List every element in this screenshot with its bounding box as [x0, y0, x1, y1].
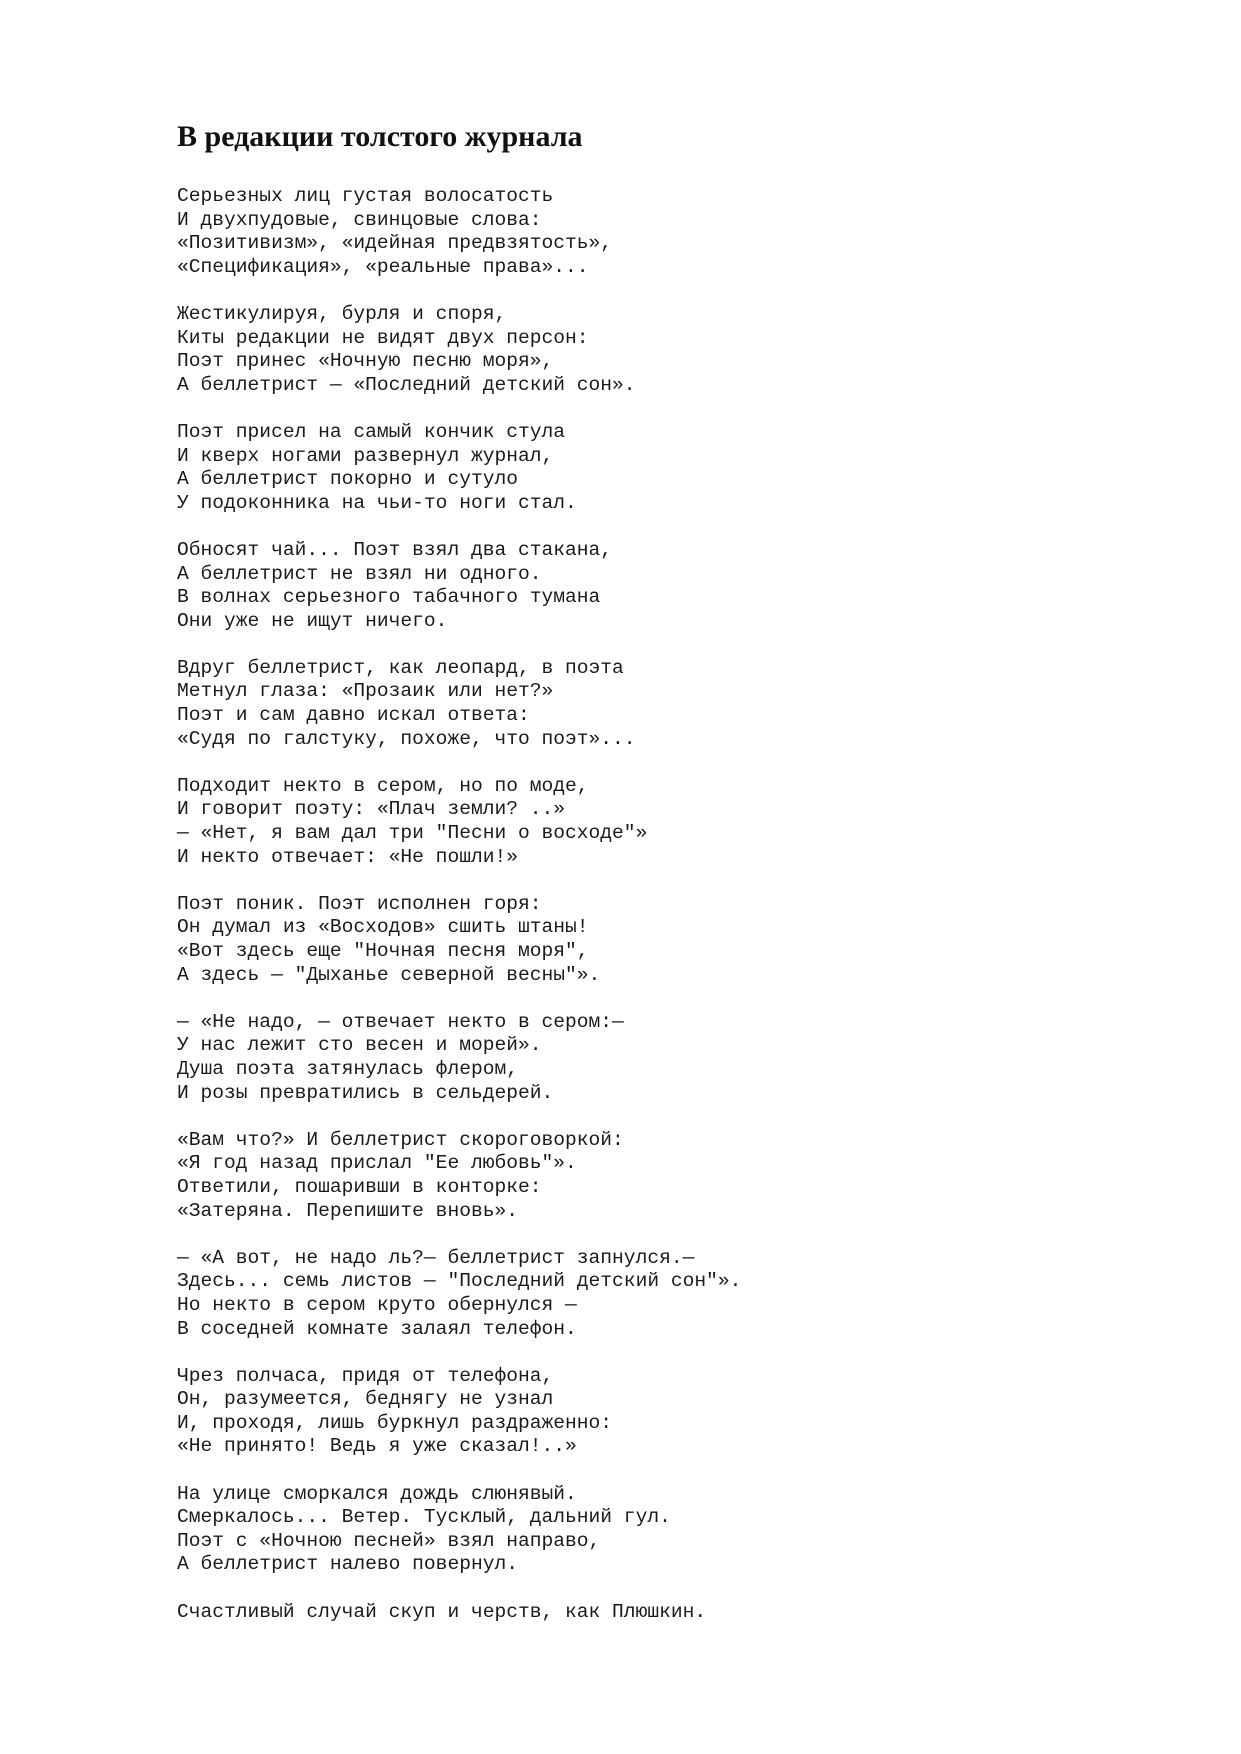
poem-line: Ответили, пошаривши в конторке:	[177, 1175, 542, 1198]
poem-line: А здесь — "Дыханье северной весны"».	[177, 963, 601, 986]
poem-line: Смеркалось... Ветер. Тусклый, дальний гул.	[177, 1506, 671, 1529]
stanza	[177, 1601, 741, 1625]
stanza	[177, 657, 741, 751]
poem-line: Они уже не ищут ничего.	[177, 609, 448, 632]
poem-line: А беллетрист — «Последний детский сон».	[177, 373, 636, 396]
stanza	[177, 775, 741, 869]
poem-line: «Я год назад прислал "Ее любовь"».	[177, 1152, 577, 1175]
stanza	[177, 1247, 741, 1341]
poem-line: Он думал из «Восходов» сшить штаны!	[177, 916, 589, 939]
stanza	[177, 1483, 741, 1577]
stanza	[177, 539, 741, 633]
poem-line: Поэт и сам давно искал ответа:	[177, 704, 530, 727]
poem-line: «Судя по галстуку, похоже, что поэт»...	[177, 727, 636, 750]
poem-line: Обносят чай... Поэт взял два стакана,	[177, 538, 613, 561]
poem-line: Метнул глаза: «Прозаик или нет?»	[177, 680, 554, 703]
poem-line: Чрез полчаса, придя от телефона,	[177, 1364, 554, 1387]
stanza	[177, 893, 741, 987]
poem-line: И двухпудовые, свинцовые слова:	[177, 208, 542, 231]
poem-line: И, проходя, лишь буркнул раздраженно:	[177, 1411, 613, 1434]
stanza	[177, 303, 741, 397]
poem-line: И говорит поэту: «Плач земли? ..»	[177, 798, 566, 821]
poem-line: Поэт принес «Ночную песню моря»,	[177, 350, 554, 373]
poem-line: Поэт присел на самый кончик стула	[177, 420, 566, 443]
poem-line: И кверх ногами развернул журнал,	[177, 444, 554, 467]
poem-line: Поэт поник. Поэт исполнен горя:	[177, 892, 542, 915]
poem-line: Здесь... семь листов — "Последний детский сон"».	[177, 1270, 742, 1293]
stanza	[177, 1365, 741, 1459]
poem-line: У подоконника на чьи-то ноги стал.	[177, 491, 577, 514]
poem-line: А беллетрист покорно и сутуло	[177, 468, 518, 491]
poem-line: Серьезных лиц густая волосатость	[177, 185, 554, 207]
stanza	[177, 185, 741, 279]
poem-line: И некто отвечает: «Не пошли!»	[177, 845, 518, 868]
poem-line: На улице сморкался дождь слюнявый.	[177, 1482, 577, 1505]
poem-line: «Позитивизм», «идейная предвзятость»,	[177, 232, 613, 255]
poem-body	[177, 185, 741, 1648]
poem-line: Подходит некто в сером, но по моде,	[177, 774, 589, 797]
poem-line: Душа поэта затянулась флером,	[177, 1057, 518, 1080]
poem-line: И розы превратились в сельдерей.	[177, 1081, 554, 1104]
poem-line: А беллетрист не взял ни одного.	[177, 562, 542, 585]
poem-line: Вдруг беллетрист, как леопард, в поэта	[177, 656, 624, 679]
poem-line: В соседней комнате залаял телефон.	[177, 1317, 577, 1340]
poem-line: — «Не надо, — отвечает некто в сером:—	[177, 1010, 624, 1033]
poem-line: — «Нет, я вам дал три "Песни о восходе"»	[177, 822, 648, 845]
poem-line: Он, разумеется, беднягу не узнал	[177, 1388, 554, 1411]
poem-title: В редакции толстого журнала	[177, 120, 583, 153]
poem-line: У нас лежит сто весен и морей».	[177, 1034, 542, 1057]
poem-line: «Вам что?» И беллетрист скороговоркой:	[177, 1128, 624, 1151]
poem-line: «Спецификация», «реальные права»...	[177, 255, 589, 278]
poem-line: Жестикулируя, бурля и споря,	[177, 302, 507, 325]
poem-line: Киты редакции не видят двух персон:	[177, 326, 589, 349]
poem-line: Но некто в сером круто обернулся —	[177, 1293, 577, 1316]
poem-line: Счастливый случай скуп и черств, как Плюшкин.	[177, 1600, 707, 1623]
stanza	[177, 1129, 741, 1223]
poem-line: Поэт с «Ночною песней» взял направо,	[177, 1529, 601, 1552]
poem-line: А беллетрист налево повернул.	[177, 1553, 518, 1576]
stanza	[177, 1011, 741, 1105]
stanza	[177, 421, 741, 515]
poem-line: «Вот здесь еще "Ночная песня моря",	[177, 940, 589, 962]
poem-line: «Не принято! Ведь я уже сказал!..»	[177, 1435, 577, 1458]
poem-line: — «А вот, не надо ль?— беллетрист запнулся.—	[177, 1246, 695, 1269]
poem-line: В волнах серьезного табачного тумана	[177, 586, 601, 609]
poem-line: «Затеряна. Перепишите вновь».	[177, 1199, 518, 1222]
